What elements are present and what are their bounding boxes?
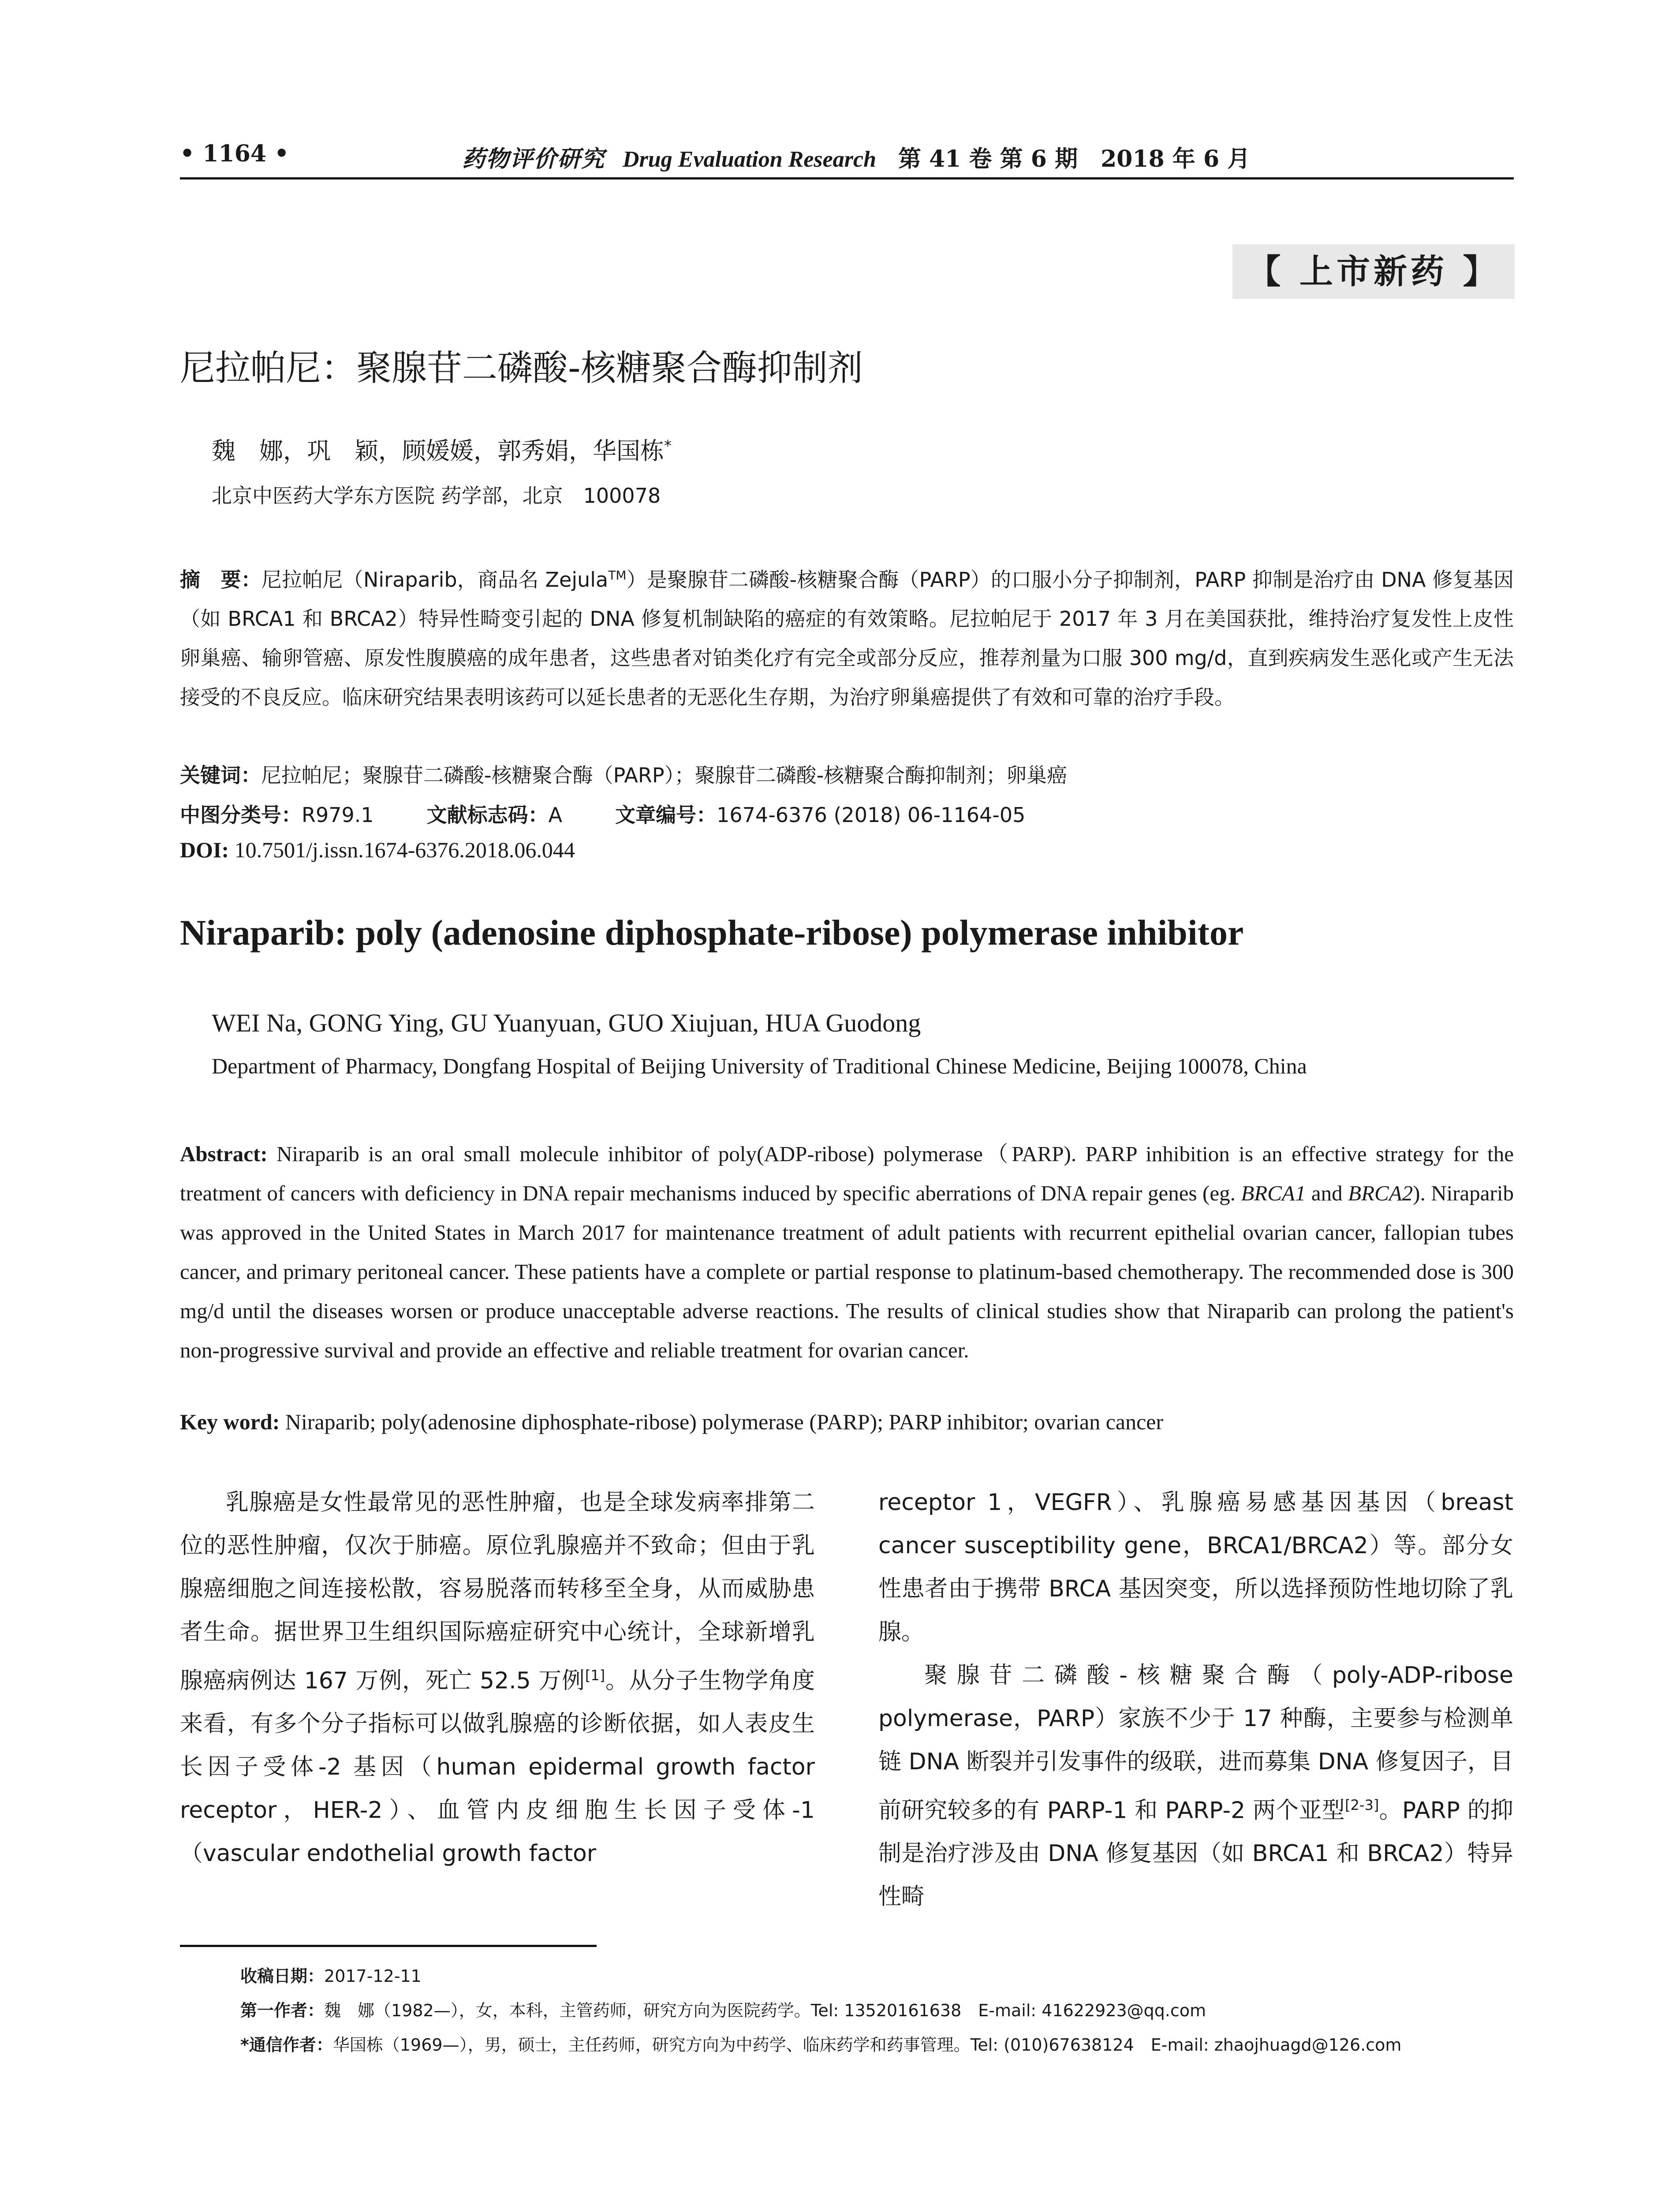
body-paragraph: receptor 1，VEGFR）、乳腺癌易感基因基因（breast cancer susceptibility gene，BRCA1/BRCA2）等。部分女性患者由于携带 BRCA 基因突变，所以选择预防性地切除了乳腺。	[878, 1489, 1513, 1645]
en-keywords-text: Niraparib; poly(adenosine diphosphate-ribose) polymerase (PARP); PARP inhibitor; ovarian cancer	[280, 1409, 1164, 1434]
section-tag: 【 上市新药 】	[1232, 244, 1515, 299]
trademark-mark: TM	[608, 568, 627, 583]
first-author-info: 魏 娜（1982—），女，本科，主管药师，研究方向为医院药学。Tel: 13520161638 E-mail: 41622923@qq.com	[324, 2001, 1206, 2020]
gene-brca1: BRCA1	[1241, 1181, 1306, 1205]
en-affiliation: Department of Pharmacy, Dongfang Hospital of Beijing University of Traditional Chinese Medicine, Beijing 100078, China	[212, 1054, 1307, 1078]
cn-abstract-label: 摘 要：	[180, 568, 261, 592]
cn-authors	[212, 432, 672, 466]
cn-keywords	[180, 759, 1067, 789]
cn-abstract-text-2: ）是聚腺苷二磷酸-核糖聚合酶（PARP）的口服小分子抑制剂，PARP 抑制是治疗由 DNA 修复基因（如 BRCA1 和 BRCA2）特异性畸变引起的 DNA 修复机制缺陷的癌症的有效策略。尼拉帕尼于 2017 年 3 月在美国获批，维持治疗复发性上皮性卵巢癌、输卵管癌、原发性腹膜癌的成年患者，这些患者对铂类化疗有完全或部分反应，推荐剂量为口服 300 mg/d，直到疾病发生恶化或产生无法接受的不良反应。临床研究结果表明该药可以延长患者的无恶化生存期，为治疗卵巢癌提供了有效和可靠的治疗手段。	[180, 568, 1514, 710]
body-paragraph	[180, 1481, 815, 1875]
footnote-first-author	[240, 1997, 1206, 2021]
clc-value: R979.1	[302, 803, 374, 827]
doi-label: DOI:	[180, 837, 229, 862]
corresponding-info: 华国栋（1969—），男，硕士，主任药师，研究方向为中药学、临床药学和药事管理。Tel: (010)67638124 E-mail: zhaojhuagd@126.com	[332, 2035, 1402, 2055]
en-abstract-label: Abstract:	[180, 1142, 268, 1166]
header-rule	[180, 177, 1514, 179]
running-header	[180, 140, 1512, 176]
cn-author-list: 魏 娜，巩 颖，顾媛媛，郭秀娟，华国栋	[212, 437, 664, 465]
cn-keywords-label: 关键词：	[180, 763, 261, 787]
footnote-received	[240, 1962, 422, 1987]
body-text: 乳腺癌是女性最常见的恶性肿瘤，也是全球发病率排第二位的恶性肿瘤，仅次于肺癌。原位乳腺癌并不致命；但由于乳腺癌细胞之间连接松散，容易脱落而转移至全身，从而威胁患者生命。据世界卫生组织国际癌症研究中心统计，全球新增乳腺癌病例达 167 万例，死亡 52.5 万例	[180, 1489, 815, 1694]
en-abstract	[180, 1134, 1514, 1370]
clc-label: 中图分类号：	[180, 803, 302, 827]
page-number: • 1164 •	[180, 140, 289, 167]
corresponding-mark: *	[664, 437, 672, 455]
gene-brca2: BRCA2	[1348, 1181, 1413, 1205]
cn-affiliation: 北京中医药大学东方医院 药学部，北京 100078	[212, 484, 661, 508]
body-column-right	[878, 1481, 1513, 1918]
journal-name-cn: 药物评价研究	[462, 146, 605, 172]
received-date: 2017-12-11	[324, 1966, 422, 1986]
citation[interactable]: [1]	[585, 1667, 605, 1684]
doi-value: 10.7501/j.issn.1674-6376.2018.06.044	[234, 837, 575, 862]
journal-name-en: Drug Evaluation Research	[623, 147, 876, 172]
doc-code-value: A	[548, 803, 563, 827]
cn-title: 尼拉帕尼：聚腺苷二磷酸-核糖聚合酶抑制剂	[180, 348, 863, 389]
doc-code-label: 文献标志码：	[426, 803, 549, 827]
article-no-label: 文章编号：	[615, 803, 717, 827]
en-abstract-text-1: Niraparib is an oral small molecule inhibitor of poly(ADP-ribose) polymerase（PARP). PARP inhibition is an effective strategy for the treatment of cancers with deficiency in DNA repair mechanisms induced by specific aberrations of DNA repair genes (eg.	[180, 1142, 1514, 1205]
body-text: 。PARP 的抑制是治疗涉及由 DNA 修复基因（如 BRCA1 和 BRCA2）特异性畸	[878, 1797, 1514, 1910]
journal-name	[462, 140, 1250, 173]
body-paragraph	[878, 1654, 1513, 1918]
doi	[180, 837, 575, 863]
body-text: 。从分子生物学角度来看，有多个分子指标可以做乳腺癌的诊断依据，如人表皮生长因子受体-2 基因（human epidermal growth factor receptor，HER-2）、血管内皮细胞生长因子受体-1（vascular endothelial growth factor	[180, 1667, 815, 1867]
footnote-rule	[180, 1945, 597, 1947]
en-abstract-text-2: and	[1306, 1181, 1348, 1205]
cn-abstract	[180, 556, 1514, 717]
en-keywords	[180, 1409, 1163, 1435]
article-no-value: 1674-6376 (2018) 06-1164-05	[717, 803, 1026, 827]
en-abstract-text-3: ). Niraparib was approved in the United States in March 2017 for maintenance treatment of adult patients with recurrent epithelial ovarian cancer, fallopian tubes cancer, and primary peritoneal cancer. These patients have a complete or partial response to platinum-based chemotherapy. The recommended dose is 300 mg/d until the diseases worsen or produce unacceptable adverse reactions. The results of clinical studies show that Niraparib can prolong the patient's non-progressive survival and provide an effective and reliable treatment for ovarian cancer.	[180, 1181, 1514, 1362]
en-authors: WEI Na, GONG Ying, GU Yuanyuan, GUO Xiujuan, HUA Guodong	[212, 1009, 921, 1037]
footnote-corresponding-author	[240, 2031, 1401, 2056]
first-author-label: 第一作者：	[240, 2001, 325, 2020]
en-title: Niraparib: poly (adenosine diphosphate-ribose) polymerase inhibitor	[180, 912, 1244, 953]
cn-abstract-text-1: 尼拉帕尼（Niraparib，商品名 Zejula	[261, 568, 609, 592]
received-label: 收稿日期：	[240, 1966, 325, 1986]
corresponding-label: *通信作者：	[240, 2035, 333, 2055]
body-text: 聚腺苷二磷酸-核糖聚合酶（poly-ADP-ribose polymerase，PARP）家族不少于 17 种酶，主要参与检测单链 DNA 断裂并引发事件的级联，进而募集 DNA 修复因子，目前研究较多的有 PARP-1 和 PARP-2 两个亚型	[878, 1662, 1513, 1824]
citation[interactable]: [2-3]	[1345, 1797, 1379, 1813]
cn-keywords-text: 尼拉帕尼；聚腺苷二磷酸-核糖聚合酶（PARP）；聚腺苷二磷酸-核糖聚合酶抑制剂；卵巢癌	[261, 763, 1068, 787]
cn-classification-row	[180, 799, 1025, 828]
body-column-left	[180, 1481, 815, 1875]
volume-issue-date: 第 41 卷 第 6 期 2018 年 6 月	[898, 146, 1251, 172]
en-keywords-label: Key word:	[180, 1409, 280, 1434]
